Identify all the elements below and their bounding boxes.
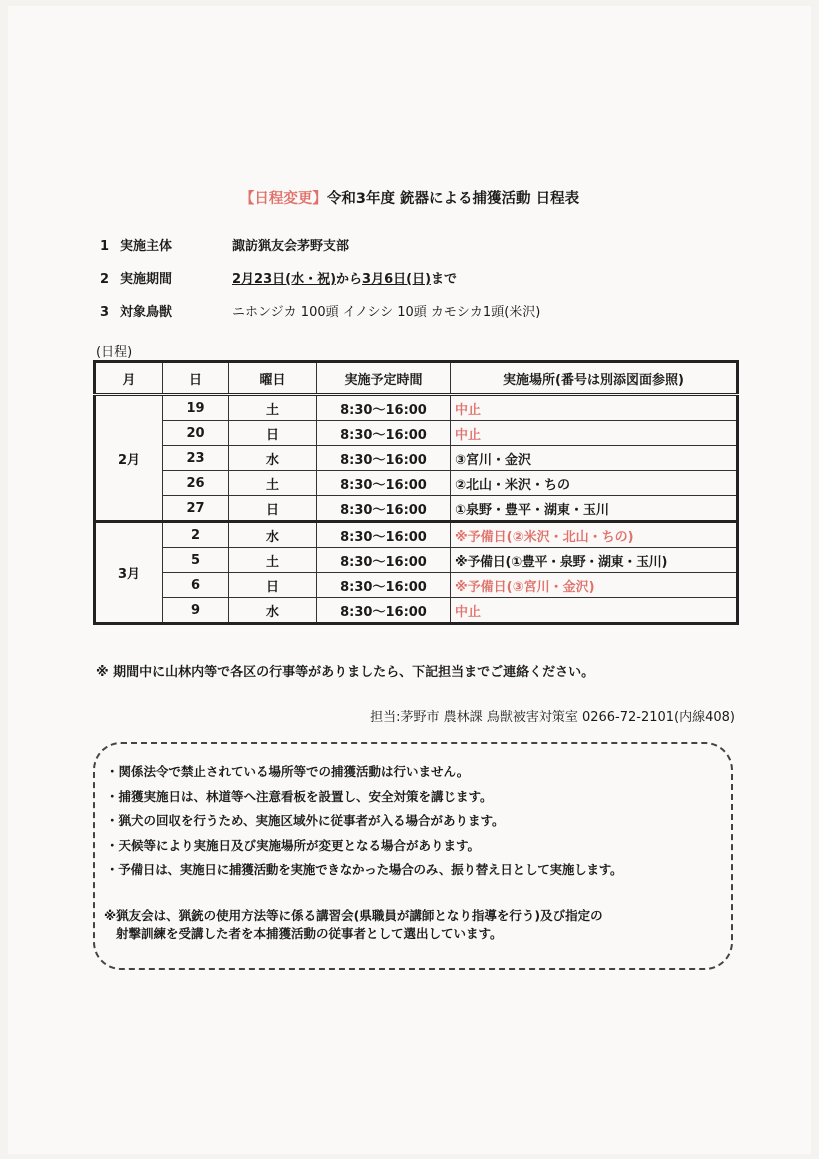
table-row: 2月 19 土 8:30～16:00 中止 — [95, 395, 738, 421]
list-item: ・関係法令で禁止されている場所等での捕獲活動は行いません。 — [106, 764, 470, 779]
list-item: ・猟犬の回収を行うため、実施区域外に従事者が入る場合があります。 — [106, 813, 505, 828]
table-row: 27 日 8:30～16:00 ①泉野・豊平・湖東・玉川 — [95, 496, 738, 522]
notice-list — [106, 762, 622, 885]
header-month: 月 — [95, 362, 163, 395]
schedule-table — [93, 360, 739, 625]
place-cell: 中止 — [451, 421, 738, 446]
hunters-footnote: ※猟友会は、猟銃の使用方法等に係る講習会(県職員が講師となり指導を行う)及び指定の 射撃訓練を受講した者を本捕獲活動の従事者として選出しています。 — [104, 908, 603, 941]
table-row: 9 水 8:30～16:00 中止 — [95, 598, 738, 624]
schedule-label: (日程) — [96, 345, 133, 360]
list-item: ・天候等により実施日及び実施場所が変更となる場合があります。 — [106, 837, 481, 853]
list-item: ・予備日は、実施日に捕獲活動を実施できなかった場合のみ、振り替え日として実施します。 — [106, 862, 623, 877]
place-cell: 中止 — [451, 598, 738, 624]
targets-value: ニホンジカ 100頭 イノシシ 10頭 カモシカ1頭(米沢) — [232, 305, 541, 320]
title-change-tag: 【日程変更】 — [239, 191, 327, 207]
contact-info: 担当:茅野市 農林課 鳥獣被害対策室 0266-72-2101(内線408) — [370, 710, 735, 725]
table-row: 3月 2 水 8:30～16:00 ※予備日(②米沢・北山・ちの) — [95, 522, 738, 548]
month-cell-feb: 2月 — [95, 395, 163, 522]
place-cell: ③宮川・金沢 — [451, 446, 738, 471]
organizer-value: 諏訪猟友会茅野支部 — [232, 239, 350, 254]
place-cell: 中止 — [451, 395, 738, 421]
document-title — [0, 187, 819, 208]
header-weekday: 曜日 — [229, 362, 317, 395]
header-place: 実施場所(番号は別添図面参照) — [451, 362, 738, 395]
table-row: 23 水 8:30～16:00 ③宮川・金沢 — [95, 446, 738, 471]
header-time: 実施予定時間 — [317, 362, 451, 395]
info-row-organizer: 1 実施主体 諏訪猟友会茅野支部 — [100, 235, 230, 254]
table-row: 26 土 8:30～16:00 ②北山・米沢・ちの — [95, 471, 738, 496]
month-cell-mar: 3月 — [95, 522, 163, 624]
place-cell: ②北山・米沢・ちの — [451, 471, 738, 496]
place-cell: ※予備日(①豊平・泉野・湖東・玉川) — [451, 548, 738, 573]
table-row: 20 日 8:30～16:00 中止 — [95, 421, 738, 446]
table-row: 6 日 8:30～16:00 ※予備日(③宮川・金沢) — [95, 573, 738, 598]
place-cell: ①泉野・豊平・湖東・玉川 — [451, 496, 738, 522]
title-text: 令和3年度 銃器による捕獲活動 日程表 — [326, 191, 580, 207]
period-value: 2月23日(水・祝)から3月6日(日)まで — [232, 272, 458, 287]
info-row-period: 2 実施期間 2月23日(水・祝)から3月6日(日)まで — [100, 268, 230, 287]
info-row-targets: 3 対象鳥獣 ニホンジカ 100頭 イノシシ 10頭 カモシカ1頭(米沢) — [100, 301, 230, 320]
header-day: 日 — [163, 362, 229, 395]
list-item: ・捕獲実施日は、林道等へ注意看板を設置し、安全対策を講じます。 — [106, 788, 493, 804]
place-cell: ※予備日(②米沢・北山・ちの) — [451, 522, 738, 548]
contact-note: ※ 期間中に山林内等で各区の行事等がありましたら、下記担当までご連絡ください。 — [96, 665, 595, 680]
table-header-row — [95, 362, 738, 395]
table-row: 5 土 8:30～16:00 ※予備日(①豊平・泉野・湖東・玉川) — [95, 548, 738, 573]
place-cell: ※予備日(③宮川・金沢) — [451, 573, 738, 598]
